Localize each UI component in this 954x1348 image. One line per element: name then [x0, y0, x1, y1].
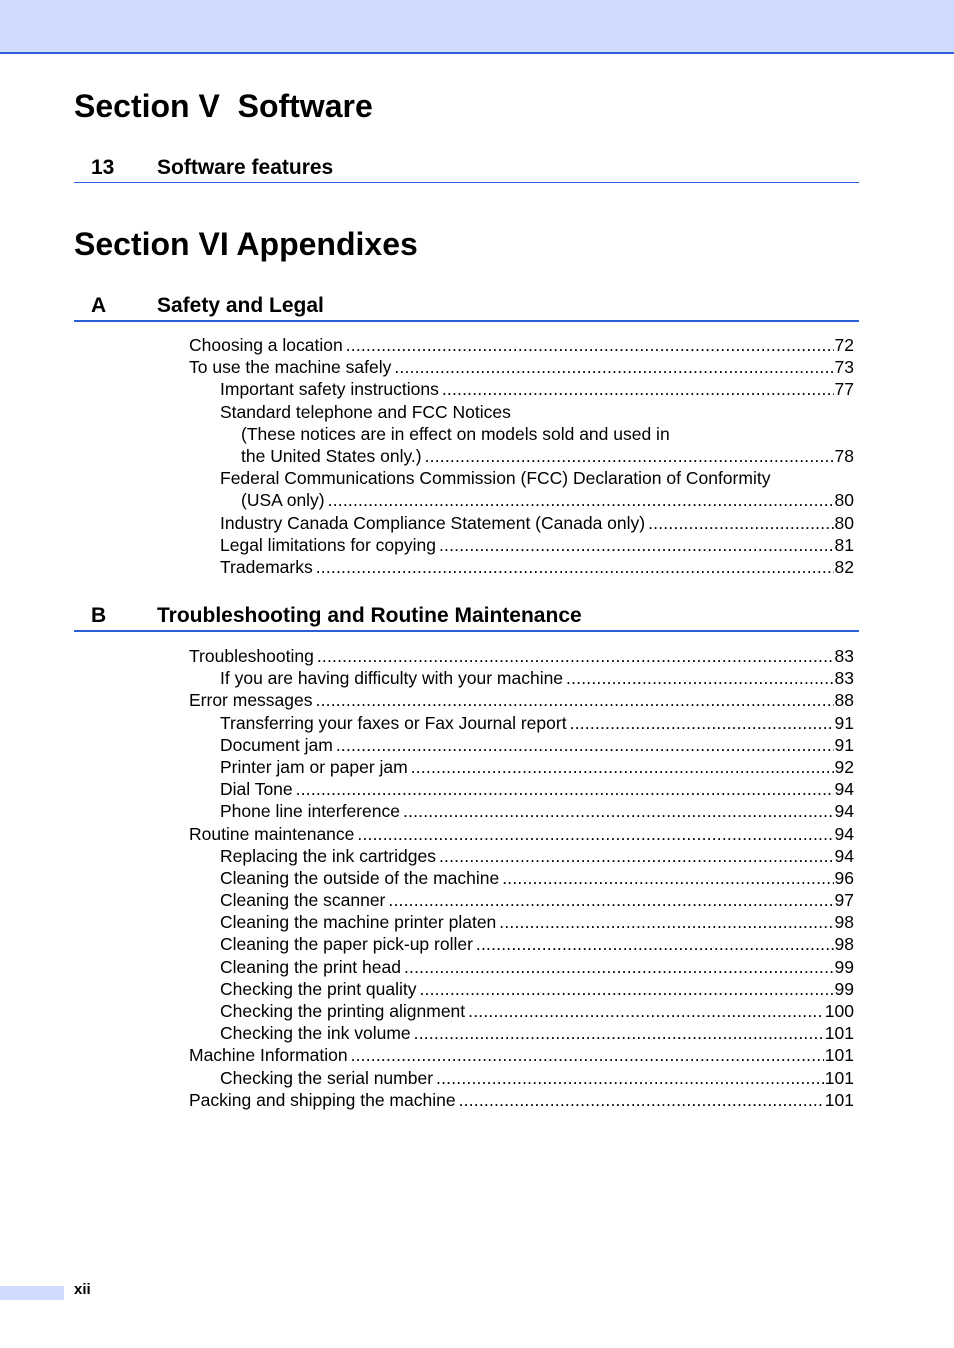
toc-entry[interactable]: Packing and shipping the machine ..... 101 — [189, 1089, 854, 1111]
toc-entry[interactable]: Cleaning the outside of the machine ..... 96 — [220, 867, 854, 889]
footer-band — [0, 1286, 64, 1300]
toc-entry[interactable]: Choosing a location ..... 72 — [189, 334, 854, 356]
toc-entry[interactable]: Checking the serial number ..... 101 — [220, 1067, 854, 1089]
toc-entry[interactable]: Transferring your faxes or Fax Journal report ..... 91 — [220, 712, 854, 734]
toc-entry[interactable]: Machine Information ..... 101 — [189, 1044, 854, 1066]
toc-entry[interactable]: Cleaning the paper pick-up roller ..... 98 — [220, 933, 854, 955]
toc-entry[interactable]: Checking the printing alignment ..... 100 — [220, 1000, 854, 1022]
toc-entry[interactable]: Phone line interference ..... 94 — [220, 800, 854, 822]
toc-entry[interactable]: the United States only.) ..... 78 — [241, 445, 854, 467]
section-v-title: Section V Software — [74, 88, 373, 124]
toc-entry[interactable]: Checking the ink volume ..... 101 — [220, 1022, 854, 1044]
toc-entry-heading[interactable]: Standard telephone and FCC Notices — [220, 401, 511, 422]
chapter-number: B — [91, 604, 107, 627]
chapter-a-toc — [0, 334, 954, 578]
toc-entry[interactable]: Legal limitations for copying ..... 81 — [220, 534, 854, 556]
toc-entry[interactable]: Cleaning the print head ..... 99 — [220, 956, 854, 978]
toc-entry[interactable]: Dial Tone ..... 94 — [220, 778, 854, 800]
toc-entry[interactable]: Replacing the ink cartridges ..... 94 — [220, 845, 854, 867]
chapter-b-heading[interactable] — [74, 604, 859, 632]
toc-entry[interactable]: (USA only) ..... 80 — [241, 489, 854, 511]
toc-entry[interactable]: Printer jam or paper jam ..... 92 — [220, 756, 854, 778]
toc-entry[interactable]: Routine maintenance ..... 94 — [189, 823, 854, 845]
toc-entry[interactable]: Industry Canada Compliance Statement (Canada only) ..... 80 — [220, 512, 854, 534]
page-number: xii — [74, 1281, 91, 1298]
chapter-13-heading[interactable] — [74, 156, 859, 183]
toc-entry[interactable]: If you are having difficulty with your machine ..... 83 — [220, 667, 854, 689]
chapter-a-heading[interactable] — [74, 294, 859, 322]
chapter-b-toc — [0, 645, 954, 1111]
chapter-title: Safety and Legal — [157, 294, 324, 317]
toc-entry[interactable]: Cleaning the machine printer platen ..... 98 — [220, 911, 854, 933]
toc-entry[interactable]: To use the machine safely ..... 73 — [189, 356, 854, 378]
toc-entry[interactable]: Checking the print quality ..... 99 — [220, 978, 854, 1000]
toc-entry[interactable]: Important safety instructions ..... 77 — [220, 378, 854, 400]
chapter-number: A — [91, 294, 107, 317]
toc-entry[interactable]: Troubleshooting ..... 83 — [189, 645, 854, 667]
toc-entry[interactable]: Trademarks ..... 82 — [220, 556, 854, 578]
toc-entry[interactable]: Document jam ..... 91 — [220, 734, 854, 756]
section-vi-title: Section VI Appendixes — [74, 226, 418, 262]
chapter-number: 13 — [91, 156, 115, 179]
toc-entry[interactable]: Cleaning the scanner ..... 97 — [220, 889, 854, 911]
header-band — [0, 0, 954, 54]
chapter-title: Software features — [157, 156, 334, 179]
toc-entry-heading[interactable]: Federal Communications Commission (FCC) Declaration of Conformity — [220, 468, 771, 489]
toc-entry[interactable]: Error messages ..... 88 — [189, 689, 854, 711]
toc-entry-continuation: (These notices are in effect on models sold and used in — [241, 423, 670, 444]
chapter-title: Troubleshooting and Routine Maintenance — [157, 604, 582, 627]
